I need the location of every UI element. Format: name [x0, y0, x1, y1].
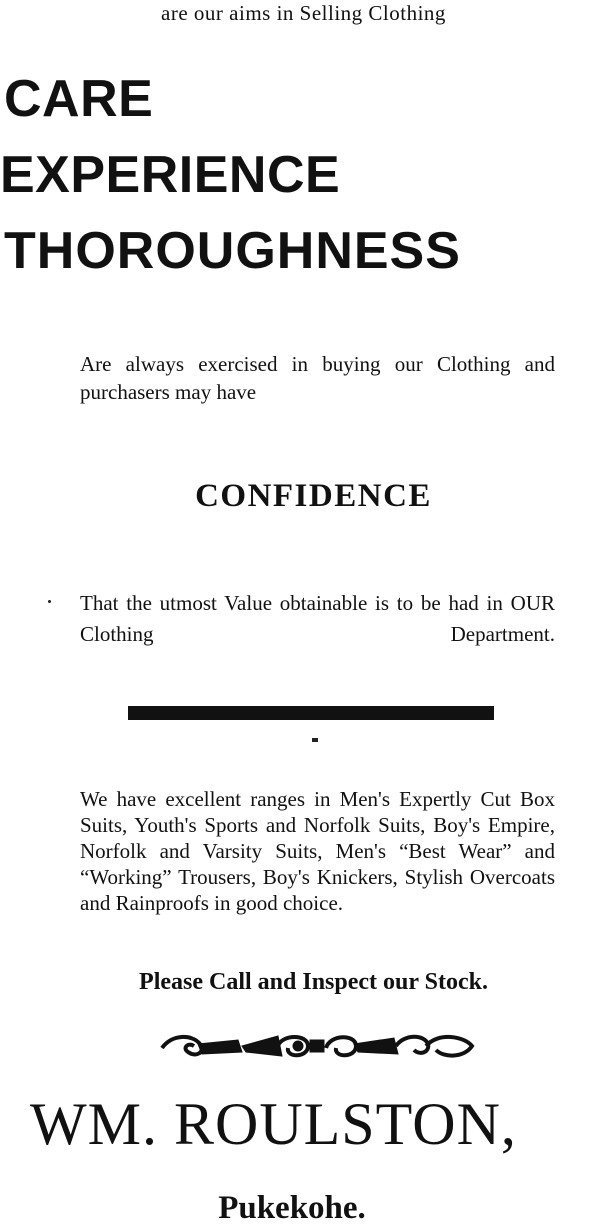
merchant-location: Pukekohe. — [218, 1190, 366, 1226]
paragraph-buying: Are always exercised in buying our Clothing and purchasers may have — [80, 352, 555, 404]
headline-experience: EXPERIENCE — [0, 146, 341, 204]
print-speck — [48, 600, 51, 603]
print-speck — [312, 738, 318, 742]
headline-care: CARE — [4, 70, 154, 128]
emphasis-confidence: CONFIDENCE — [195, 478, 432, 514]
paragraph-value: That the utmost Value obtainable is to be had in OUR Clothing Department. — [80, 591, 555, 646]
headline-thoroughness: THOROUGHNESS — [4, 222, 461, 280]
intro-line: are our aims in Selling Clothing — [161, 1, 446, 25]
merchant-name: WM. ROULSTON, — [30, 1091, 517, 1157]
call-to-action: Please Call and Inspect our Stock. — [139, 969, 488, 995]
ornamental-flourish-icon — [158, 1030, 478, 1062]
paragraph-ranges: We have excellent ranges in Men's Expertly Cut Box Suits, Youth's Sports and Norfolk Suits, Boy's Empire, Norfolk and Varsity Suits, Men's “Best Wear” and “Working” Trousers, Boy's Knickers, Stylish Overcoats and Rainproofs in good choice. — [80, 787, 555, 915]
black-rule-divider — [128, 706, 494, 720]
